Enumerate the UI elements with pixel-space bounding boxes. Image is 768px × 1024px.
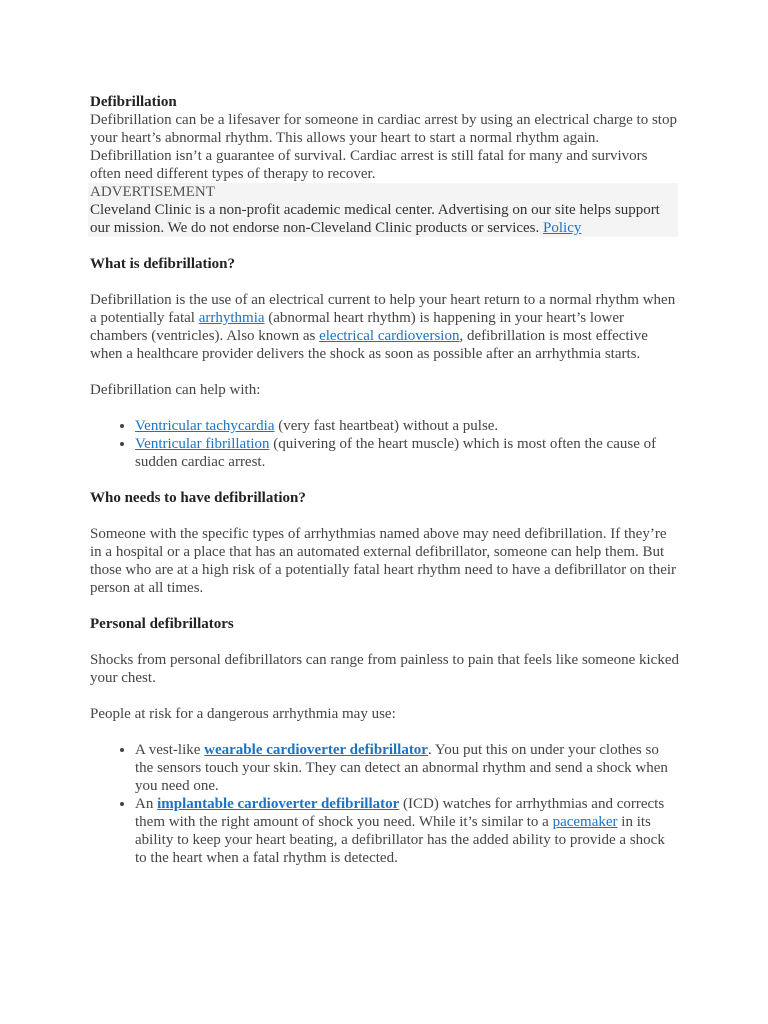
advertisement-block [88,183,678,237]
advertisement-label: ADVERTISEMENT [90,184,215,200]
shocks-paragraph: Shocks from personal defibrillators can range from painless to pain that feels like someone kicked your chest. [90,652,679,686]
ventricular-fibrillation-link[interactable]: Ventricular fibrillation [135,436,270,452]
list-item [135,795,680,867]
implantable-defibrillator-link[interactable]: implantable cardioverter defibrillator [157,796,400,812]
list-item-text: A vest-like [135,742,201,758]
list-item [135,435,680,471]
article-title: Defibrillation [90,94,177,110]
what-is-paragraph [90,291,680,363]
list-item-text: in its ability to keep your heart beating, a defibrillator has the added ability to provide a shock to the heart when a fatal rhythm is detected. [135,814,665,866]
text-span: , defibrillation is most effective when a healthcare provider delivers the shock as soon as possible after an arrhythmia starts. [90,328,648,362]
who-needs-paragraph: Someone with the specific types of arrhythmias named above may need defibrillation. If they’re in a hospital or a place that has an automated external defibrillator, someone can help them. But those who are at a high risk of a potentially fatal heart rhythm need to have a defibrillator on their person at all times. [90,526,677,596]
list-item-text: (ICD) watches for arrhythmias and corrects them with the right amount of shock you need. While it’s similar to a [135,796,665,830]
article [90,93,680,867]
ventricular-tachycardia-link[interactable]: Ventricular tachycardia [135,418,275,434]
policy-link[interactable]: Policy [543,220,582,236]
text-span: (abnormal heart rhythm) is happening in your heart’s lower chambers (ventricles). Also known as [90,310,625,344]
list-item [135,417,680,435]
text-span: Defibrillation is the use of an electrical current to help your heart return to a normal rhythm when a potentially fatal [90,292,676,326]
electrical-cardioversion-link[interactable]: electrical cardioversion [319,328,460,344]
section-heading-what-is: What is defibrillation? [90,256,236,272]
advertisement-disclaimer: Cleveland Clinic is a non-profit academic medical center. Advertising on our site helps support our mission. We do not endorse non-Cleveland Clinic products or services. [90,202,660,236]
list-item-text: (very fast heartbeat) without a pulse. [278,418,499,434]
at-risk-paragraph: People at risk for a dangerous arrhythmia may use: [90,706,396,722]
list-item-text: An [135,796,154,812]
list-item-text: . You put this on under your clothes so the sensors touch your skin. They can detect an abnormal rhythm and send a shock when you need one. [135,742,668,794]
devices-list [90,741,680,867]
pacemaker-link[interactable]: pacemaker [552,814,618,830]
section-heading-who-needs: Who needs to have defibrillation? [90,490,306,506]
arrhythmia-link[interactable]: arrhythmia [198,310,265,326]
intro-paragraph: Defibrillation can be a lifesaver for someone in cardiac arrest by using an electrical charge to stop your heart’s abnormal rhythm. This allows your heart to start a normal rhythm again. Defibrillation isn’t a guarantee of survival. Cardiac arrest is still fatal for many and survivors often need different types of therapy to recover. [90,112,677,182]
conditions-list [90,417,680,471]
wearable-defibrillator-link[interactable]: wearable cardioverter defibrillator [204,742,428,758]
list-item [135,741,680,795]
help-with-paragraph: Defibrillation can help with: [90,382,261,398]
section-heading-personal: Personal defibrillators [90,616,234,632]
list-item-text: (quivering of the heart muscle) which is most often the cause of sudden cardiac arrest. [135,436,657,470]
advertisement-text [90,201,678,237]
